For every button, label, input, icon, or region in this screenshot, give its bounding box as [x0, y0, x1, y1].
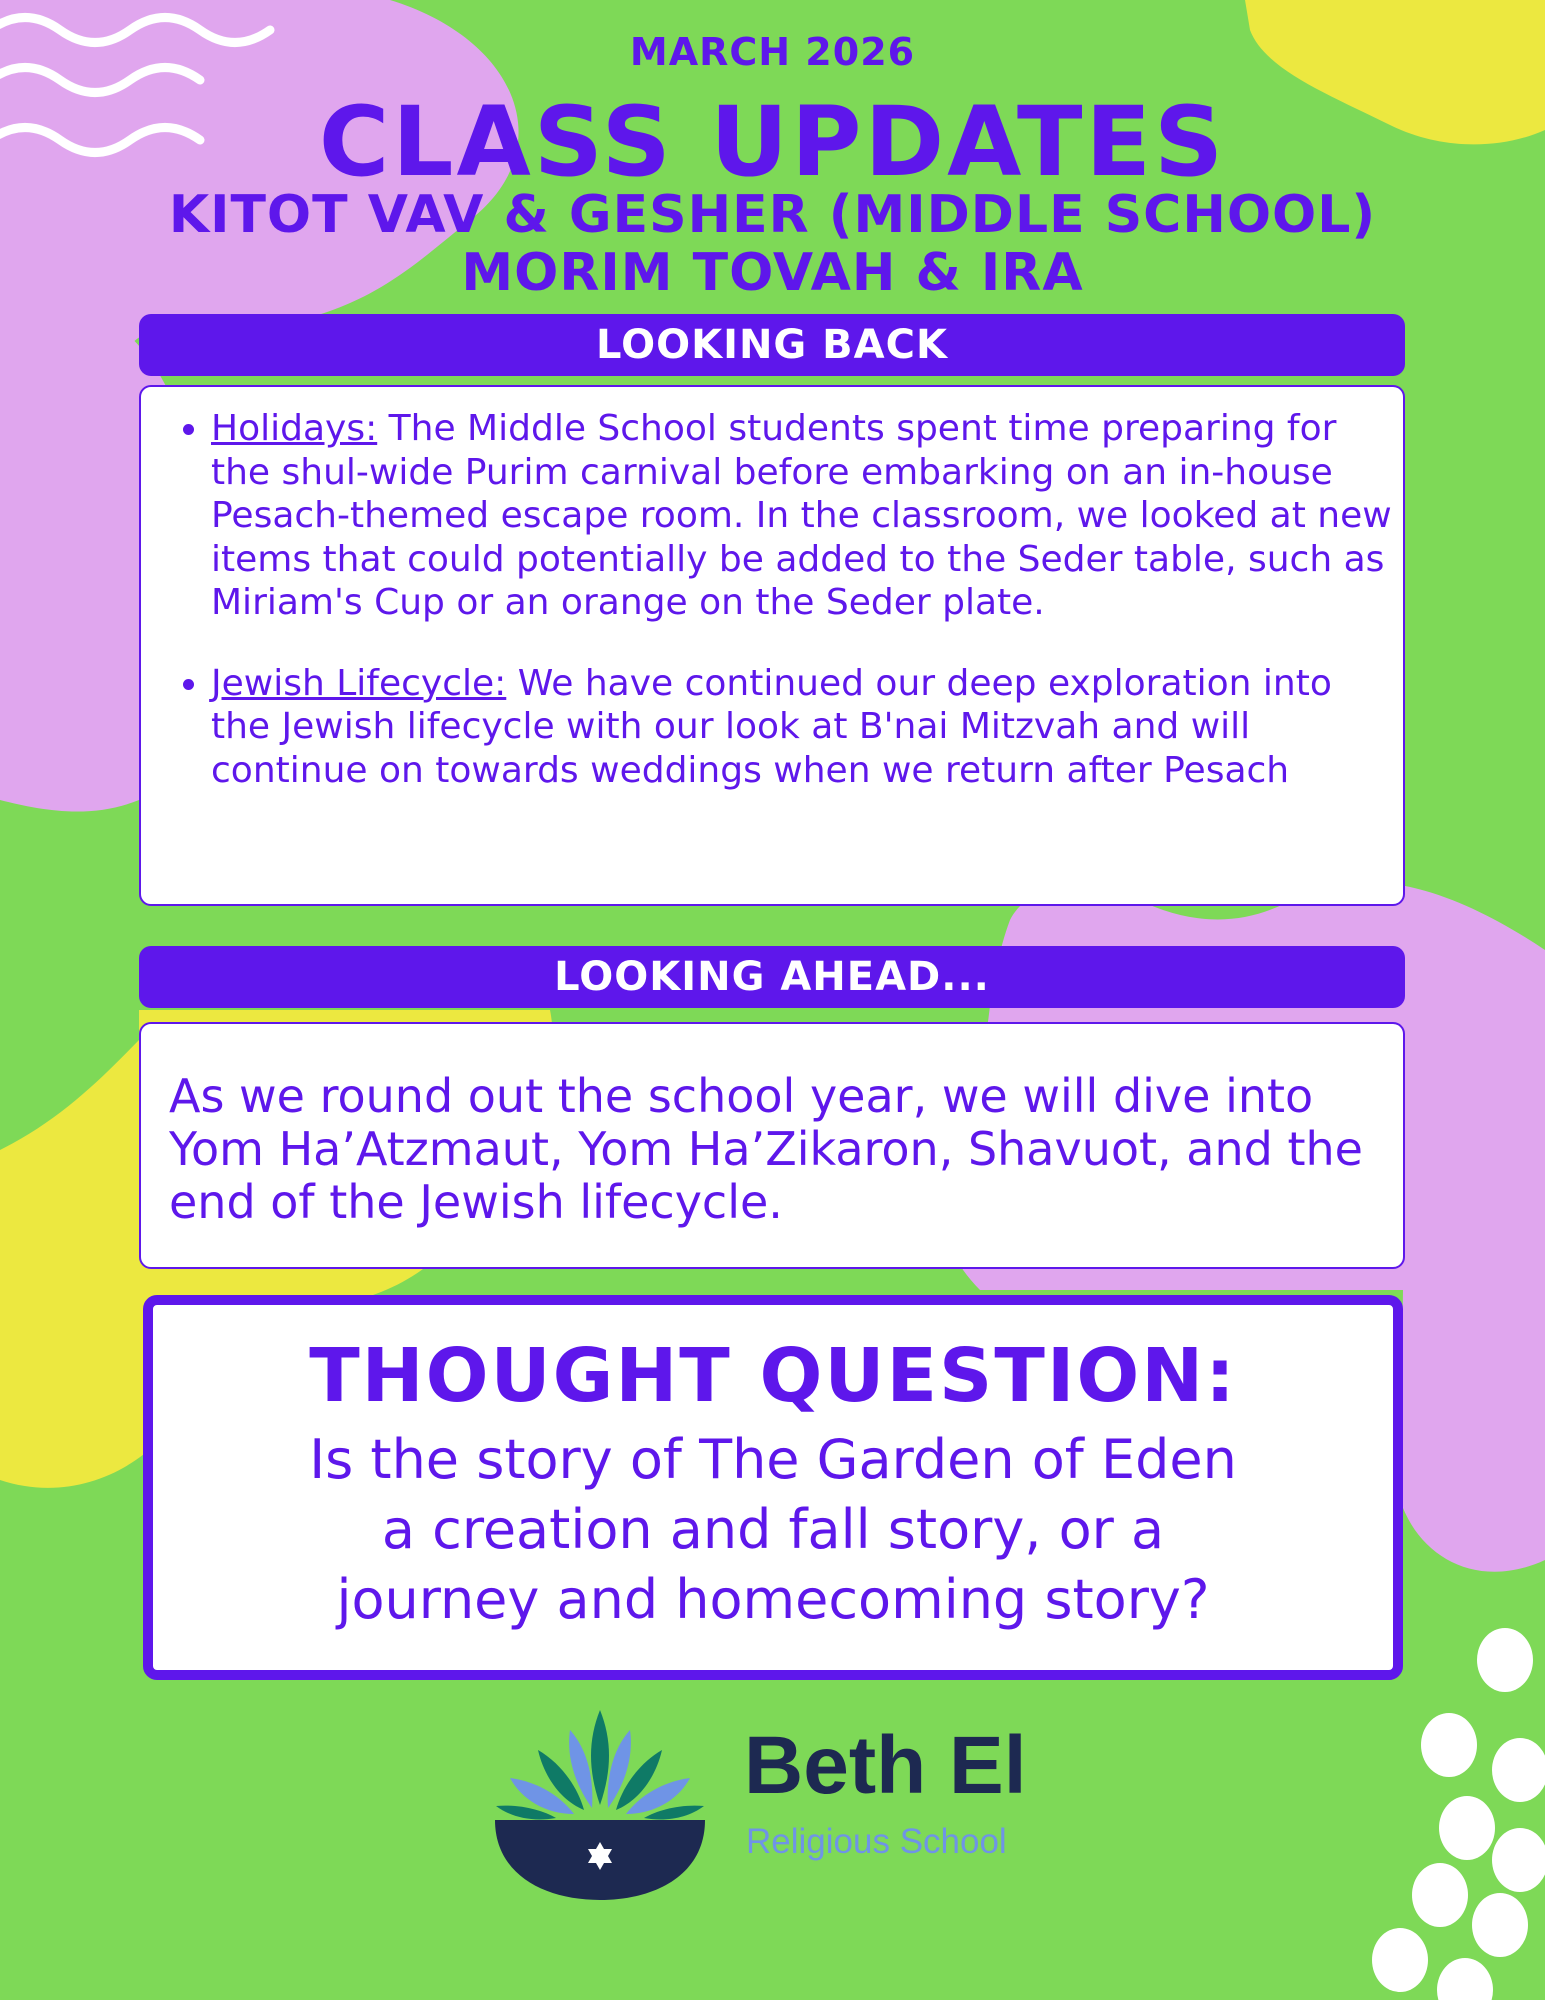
white-dot: [1412, 1863, 1468, 1927]
thought-question-line: journey and homecoming story?: [336, 1568, 1210, 1631]
class-name: KITOT VAV & GESHER (MIDDLE SCHOOL): [168, 185, 1377, 245]
white-dot: [1372, 1928, 1428, 1992]
holidays-text: The Middle School students spent time preparing for the shul-wide Purim carnival before embarking on an in-house Pesach-themed escape room. In the classroom, we looked at new items that could potentially be added to the Seder table, such as Miriam's Cup or an orange on the Seder plate.: [211, 408, 1392, 623]
white-dot: [1437, 1958, 1493, 2000]
holidays-label: Holidays:: [211, 408, 378, 449]
thought-question-line: a creation and fall story, or a: [381, 1498, 1165, 1561]
thought-question-title: THOUGHT QUESTION:: [309, 1333, 1237, 1419]
newsletter-title: CLASS UPDATES: [318, 86, 1227, 198]
white-dot: [1472, 1893, 1528, 1957]
looking-back-list: [169, 407, 1393, 792]
looking-ahead-text: As we round out the school year, we will dive into Yom Ha’Atzmaut, Yom Ha’Zikaron, Shavuot, and the end of the Jewish lifecycle.: [169, 1069, 1363, 1229]
looking-back-heading: LOOKING BACK: [139, 314, 1405, 376]
looking-back-box: [139, 385, 1405, 906]
school-logo: [490, 1710, 1090, 1900]
thought-question-line: Is the story of The Garden of Eden: [309, 1428, 1237, 1491]
looking-ahead-box: [139, 1022, 1405, 1269]
white-dot: [1492, 1738, 1545, 1802]
logo-name: Beth El: [744, 1720, 1027, 1811]
list-item-holidays: [211, 407, 1393, 625]
lifecycle-text: We have continued our deep exploration into the Jewish lifecycle with our look at B'nai Mitzvah and will continue on towards weddings when we return after Pesach: [211, 662, 1332, 791]
logo-subtitle: Religious School: [746, 1822, 1007, 1861]
thought-question-box: [143, 1295, 1403, 1680]
lifecycle-label: Jewish Lifecycle:: [211, 662, 507, 704]
white-dot: [1477, 1628, 1533, 1692]
teacher-names: MORIM TOVAH & IRA: [461, 243, 1084, 303]
white-dot: [1492, 1828, 1545, 1892]
looking-ahead-heading: LOOKING AHEAD...: [139, 946, 1405, 1008]
white-dot: [1421, 1713, 1477, 1777]
thought-question-text: [153, 1425, 1393, 1635]
newsletter-date: MARCH 2026: [629, 30, 916, 74]
list-item-jewish-lifecycle: [211, 662, 1393, 793]
sprouting-leaves-bowl-icon: [490, 1710, 720, 1900]
white-dot: [1439, 1796, 1495, 1860]
